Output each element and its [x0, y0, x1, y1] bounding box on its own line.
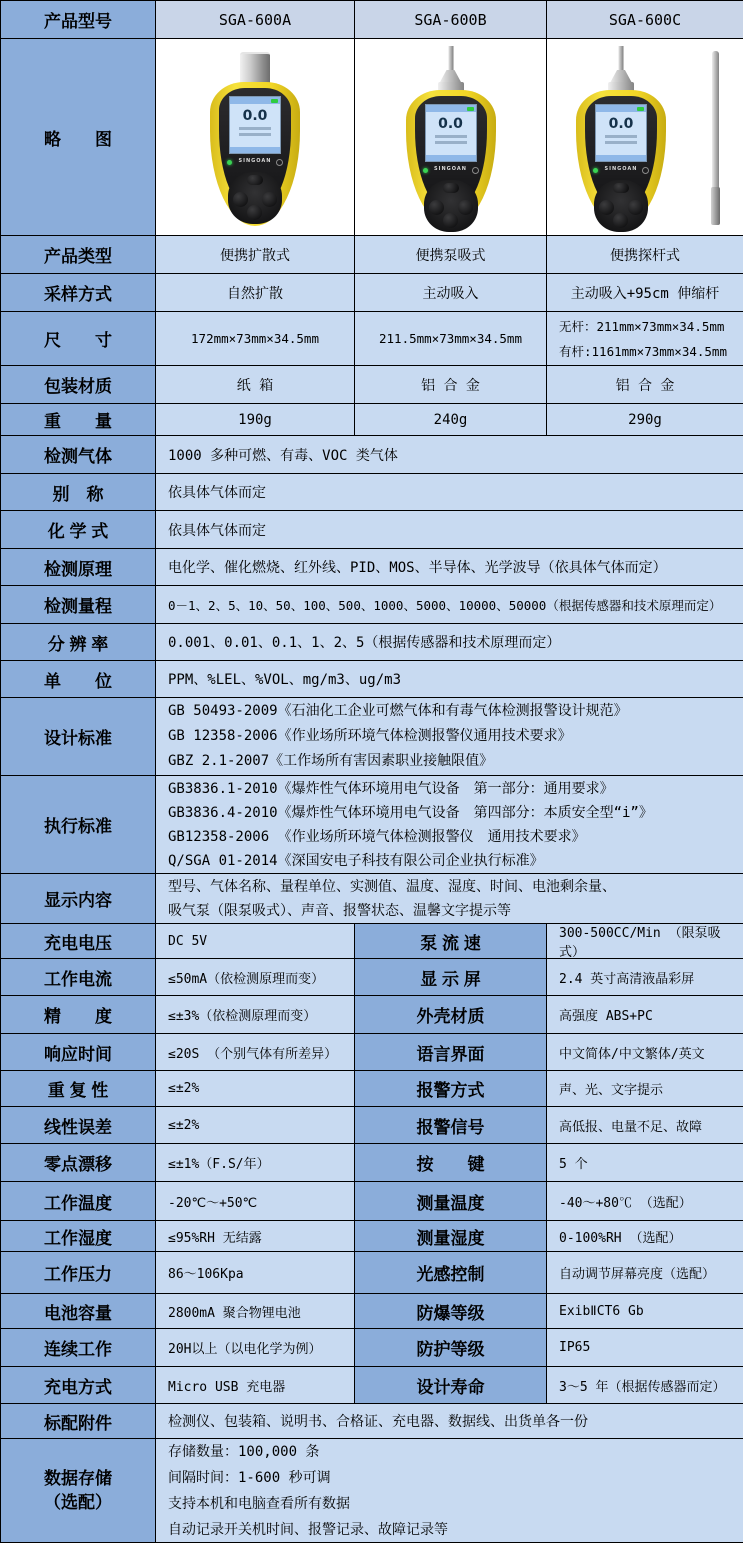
working-humidity-measure-humidity-row	[1, 1221, 743, 1252]
row-label-charge-voltage: 充电电压	[1, 924, 156, 959]
button-cluster	[424, 180, 478, 232]
weight-row	[1, 404, 743, 436]
display-content-line: 型号、气体名称、量程单位、实测值、温度、湿度、时间、电池剩余量、	[168, 878, 616, 895]
design-life-value: 3～5 年（根据传感器而定）	[547, 1367, 743, 1404]
row-label-language-ui: 语言界面	[355, 1034, 547, 1071]
row-label-display-screen: 显 示 屏	[355, 959, 547, 996]
data-storage-row	[1, 1439, 743, 1543]
housing-material-value: 高强度 ABS+PC	[547, 996, 743, 1034]
model-name-sga600a: SGA-600A	[156, 1, 355, 39]
row-label-explosion-proof: 防爆等级	[355, 1294, 547, 1329]
weight-c: 290g	[547, 404, 743, 436]
accessories-row	[1, 1404, 743, 1439]
device-body	[210, 82, 300, 226]
data-storage-line: 存储数量：100,000 条	[168, 1443, 320, 1460]
enter-button	[613, 213, 628, 228]
row-label-alias: 别 称	[1, 474, 156, 511]
detectable-gas-row	[1, 436, 743, 474]
row-label-zero-drift: 零点漂移	[1, 1144, 156, 1182]
right-button	[458, 200, 473, 215]
execution-standard-line: GB3836.4-2010《爆炸性气体环境用电气设备 第四部分：本质安全型“i”》	[168, 804, 653, 821]
row-label-response-time: 响应时间	[1, 1034, 156, 1071]
display-content-value	[156, 874, 743, 924]
row-label-accuracy: 精 度	[1, 996, 156, 1034]
row-label-working-temp: 工作温度	[1, 1182, 156, 1221]
row-label-product-model: 产品型号	[1, 1, 156, 39]
alarm-signal-value: 高低报、电量不足、故障	[547, 1107, 743, 1144]
battery-icon	[230, 97, 280, 104]
language-ui-value: 中文简体/中文繁体/英文	[547, 1034, 743, 1071]
lcd-date-bar	[426, 155, 476, 161]
weight-b: 240g	[355, 404, 547, 436]
response-time-language-row	[1, 1034, 743, 1071]
alarm-mode-value: 声、光、文字提示	[547, 1071, 743, 1107]
row-label-alarm-mode: 报警方式	[355, 1071, 547, 1107]
row-label-detection-range: 检测量程	[1, 586, 156, 624]
lcd-info-line	[239, 127, 271, 130]
linearity-error-value: ≤±2%	[156, 1107, 355, 1144]
zero-drift-value: ≤±1%（F.S/年）	[156, 1144, 355, 1182]
accessories-value: 检测仪、包装箱、说明书、合格证、充电器、数据线、出货单各一份	[156, 1404, 743, 1439]
execution-standard-line: GB3836.1-2010《爆炸性气体环境用电气设备 第一部分：通用要求》	[168, 780, 614, 797]
telescopic-rod	[712, 51, 719, 225]
sketch-row	[1, 39, 743, 236]
data-storage-label-line: （选配）	[44, 1492, 112, 1512]
chemical-formula-value: 依具体气体而定	[156, 511, 743, 549]
menu-button	[613, 183, 629, 193]
left-button	[599, 200, 614, 215]
battery-icon	[596, 105, 646, 112]
row-label-charging-method: 充电方式	[1, 1367, 156, 1404]
lcd-reading: 0.0	[438, 116, 463, 132]
left-button	[233, 192, 248, 207]
row-label-chemical-formula: 化 学 式	[1, 511, 156, 549]
data-storage-line: 间隔时间：1-600 秒可调	[168, 1469, 331, 1486]
linearity-alarm-signal-row	[1, 1107, 743, 1144]
menu-button	[443, 183, 459, 193]
protection-class-value: IP65	[547, 1329, 743, 1367]
row-label-battery-capacity: 电池容量	[1, 1294, 156, 1329]
row-label-data-storage	[1, 1439, 156, 1543]
dimensions-c	[547, 312, 743, 366]
product-type-row	[1, 236, 743, 274]
packing-a: 纸 箱	[156, 366, 355, 404]
row-label-unit: 单 位	[1, 661, 156, 698]
brand-label: SINGOAN	[434, 166, 467, 172]
data-storage-value	[156, 1439, 743, 1543]
packing-b: 铝 合 金	[355, 366, 547, 404]
product-type-c: 便携探杆式	[547, 236, 743, 274]
lcd-reading: 0.0	[608, 116, 634, 132]
button-cluster	[594, 180, 648, 232]
data-storage-line: 支持本机和电脑查看所有数据	[168, 1495, 350, 1512]
brand-label: SINGOAN	[238, 158, 272, 164]
row-label-detection-principle: 检测原理	[1, 549, 156, 586]
packing-c: 铝 合 金	[547, 366, 743, 404]
model-name-sga600b: SGA-600B	[355, 1, 547, 39]
power-icon	[472, 167, 479, 174]
working-current-value: ≤50mA（依检测原理而变）	[156, 959, 355, 996]
product-type-a: 便携扩散式	[156, 236, 355, 274]
row-label-working-pressure: 工作压力	[1, 1252, 156, 1294]
charging-method-value: Micro USB 充电器	[156, 1367, 355, 1404]
lcd-info-line	[605, 141, 637, 144]
right-button	[262, 192, 277, 207]
row-label-design-standard: 设计标准	[1, 698, 156, 776]
working-pressure-value: 86～106Kpa	[156, 1252, 355, 1294]
measure-temp-value: -40～+80℃ （选配）	[547, 1182, 743, 1221]
packing-material-row	[1, 366, 743, 404]
row-label-display-content: 显示内容	[1, 874, 156, 924]
row-label-packing-material: 包装材质	[1, 366, 156, 404]
product-image-cell-a	[156, 39, 355, 236]
row-label-linearity-error: 线性误差	[1, 1107, 156, 1144]
lcd-info-line	[239, 133, 271, 136]
lcd-screen	[595, 104, 647, 162]
product-photo-sga600b	[396, 46, 506, 228]
detectable-gas-value: 1000 多种可燃、有毒、VOC 类气体	[156, 436, 743, 474]
row-label-keys: 按 键	[355, 1144, 547, 1182]
display-content-line: 吸气泵（限泵吸式）、声音、报警状态、温馨文字提示等	[168, 902, 511, 919]
row-label-measure-temp: 测量温度	[355, 1182, 547, 1221]
row-label-accessories: 标配附件	[1, 1404, 156, 1439]
detection-range-value: 0－1、2、5、10、50、100、500、1000、5000、10000、50000（根据传感器和技术原理而定）	[156, 586, 743, 624]
resolution-value: 0.001、0.01、0.1、1、2、5（根据传感器和技术原理而定）	[156, 624, 743, 661]
row-label-protection-class: 防护等级	[355, 1329, 547, 1367]
design-standard-line: GBZ 2.1-2007《工作场所有害因素职业接触限值》	[168, 753, 494, 769]
battery-icon	[426, 105, 476, 112]
repeatability-alarm-mode-row	[1, 1071, 743, 1107]
zero-drift-keys-row	[1, 1144, 743, 1182]
row-label-product-type: 产品类型	[1, 236, 156, 274]
row-label-resolution: 分 辨 率	[1, 624, 156, 661]
design-standard-row	[1, 698, 743, 776]
lcd-screen	[229, 96, 281, 154]
design-standard-line: GB 50493-2009《石油化工企业可燃气体和有毒气体检测报警设计规范》	[168, 703, 628, 719]
chemical-formula-row	[1, 511, 743, 549]
working-temp-measure-temp-row	[1, 1182, 743, 1221]
brand-label: SINGOAN	[604, 166, 638, 172]
working-humidity-value: ≤95%RH 无结露	[156, 1221, 355, 1252]
row-label-pump-flow: 泵 流 速	[355, 924, 547, 959]
device-face	[585, 96, 657, 210]
design-standard-value	[156, 698, 743, 776]
design-standard-line: GB 12358-2006《作业场所环境气体检测报警仪通用技术要求》	[168, 728, 572, 744]
dimensions-c-line: 无杆：211mm×73mm×34.5mm	[559, 318, 725, 334]
enter-button	[443, 213, 458, 228]
display-screen-value: 2.4 英寸高清液晶彩屏	[547, 959, 743, 996]
data-storage-label-line: 数据存储	[44, 1468, 112, 1488]
light-control-value: 自动调节屏幕亮度（选配）	[547, 1252, 743, 1294]
lcd-screen	[425, 104, 477, 162]
lcd-info-line	[605, 135, 637, 138]
measure-humidity-value: 0-100%RH （选配）	[547, 1221, 743, 1252]
lcd-info-line	[435, 135, 467, 138]
row-label-continuous-work: 连续工作	[1, 1329, 156, 1367]
row-label-design-life: 设计寿命	[355, 1367, 547, 1404]
execution-standard-value	[156, 776, 743, 874]
keys-value: 5 个	[547, 1144, 743, 1182]
execution-standard-row	[1, 776, 743, 874]
enter-button	[247, 205, 262, 220]
detection-range-row	[1, 586, 743, 624]
left-button	[429, 200, 444, 215]
dimensions-b: 211.5mm×73mm×34.5mm	[355, 312, 547, 366]
working-current-display-row	[1, 959, 743, 996]
unit-row	[1, 661, 743, 698]
device-face	[219, 88, 291, 210]
row-label-sampling-method: 采样方式	[1, 274, 156, 312]
button-cluster	[228, 172, 282, 224]
response-time-value: ≤20S （个别气体有所差异）	[156, 1034, 355, 1071]
resolution-row	[1, 624, 743, 661]
repeatability-value: ≤±2%	[156, 1071, 355, 1107]
sampling-c: 主动吸入+95cm 伸缩杆	[547, 274, 743, 312]
row-label-light-control: 光感控制	[355, 1252, 547, 1294]
detection-principle-row	[1, 549, 743, 586]
header-row	[1, 1, 743, 39]
dimensions-c-line: 有杆:1161mm×73mm×34.5mm	[559, 343, 727, 359]
working-pressure-light-control-row	[1, 1252, 743, 1294]
continuous-work-value: 20H以上（以电化学为例）	[156, 1329, 355, 1367]
row-label-execution-standard: 执行标准	[1, 776, 156, 874]
execution-standard-line: Q/SGA 01-2014《深国安电子科技有限公司企业执行标准》	[168, 852, 544, 869]
power-icon	[642, 167, 649, 174]
data-storage-line: 自动记录开关机时间、报警记录、故障记录等	[168, 1521, 448, 1538]
charge-voltage-value: DC 5V	[156, 924, 355, 959]
pump-flow-value: 300-500CC/Min （限泵吸式）	[547, 924, 743, 959]
detection-principle-value: 电化学、催化燃烧、红外线、PID、MOS、半导体、光学波导（依具体气体而定）	[156, 549, 743, 586]
weight-a: 190g	[156, 404, 355, 436]
device-body	[406, 90, 496, 226]
row-label-weight: 重 量	[1, 404, 156, 436]
explosion-proof-value: ExibⅡCT6 Gb	[547, 1294, 743, 1329]
probe-tube	[448, 46, 453, 72]
display-content-row	[1, 874, 743, 924]
sampling-b: 主动吸入	[355, 274, 547, 312]
power-icon	[276, 159, 283, 166]
row-label-dimensions: 尺 寸	[1, 312, 156, 366]
row-label-housing-material: 外壳材质	[355, 996, 547, 1034]
probe-tube	[619, 46, 624, 72]
charge-voltage-pump-flow-row	[1, 924, 743, 959]
row-label-working-current: 工作电流	[1, 959, 156, 996]
device-face	[415, 96, 487, 210]
product-image-cell-c	[547, 39, 743, 236]
dimensions-a: 172mm×73mm×34.5mm	[156, 312, 355, 366]
alias-row	[1, 474, 743, 511]
unit-value: PPM、%LEL、%VOL、mg/m3、ug/m3	[156, 661, 743, 698]
lcd-info-line	[435, 141, 467, 144]
lcd-date-bar	[230, 147, 280, 153]
product-image-cell-b	[355, 39, 547, 236]
row-label-sketch: 略 图	[1, 39, 156, 236]
accuracy-housing-row	[1, 996, 743, 1034]
sampling-method-row	[1, 274, 743, 312]
battery-capacity-value: 2800mA 聚合物锂电池	[156, 1294, 355, 1329]
product-photo-sga600c	[566, 46, 676, 228]
row-label-repeatability: 重 复 性	[1, 1071, 156, 1107]
lcd-reading: 0.0	[242, 108, 268, 124]
sampling-a: 自然扩散	[156, 274, 355, 312]
right-button	[628, 200, 643, 215]
model-name-sga600c: SGA-600C	[547, 1, 743, 39]
working-temp-value: -20℃～+50℃	[156, 1182, 355, 1221]
accuracy-value: ≤±3%（依检测原理而变）	[156, 996, 355, 1034]
device-body	[576, 90, 666, 226]
row-label-measure-humidity: 测量湿度	[355, 1221, 547, 1252]
row-label-detectable-gas: 检测气体	[1, 436, 156, 474]
row-label-working-humidity: 工作湿度	[1, 1221, 156, 1252]
product-type-b: 便携泵吸式	[355, 236, 547, 274]
lcd-date-bar	[596, 155, 646, 161]
row-label-alarm-signal: 报警信号	[355, 1107, 547, 1144]
menu-button	[247, 175, 263, 185]
alias-value: 依具体气体而定	[156, 474, 743, 511]
product-photo-sga600a	[200, 46, 310, 228]
continuous-work-protection-row	[1, 1329, 743, 1367]
dimensions-row	[1, 312, 743, 366]
execution-standard-line: GB12358-2006 《作业场所环境气体检测报警仪 通用技术要求》	[168, 828, 586, 845]
charging-design-life-row	[1, 1367, 743, 1404]
battery-explosion-proof-row	[1, 1294, 743, 1329]
